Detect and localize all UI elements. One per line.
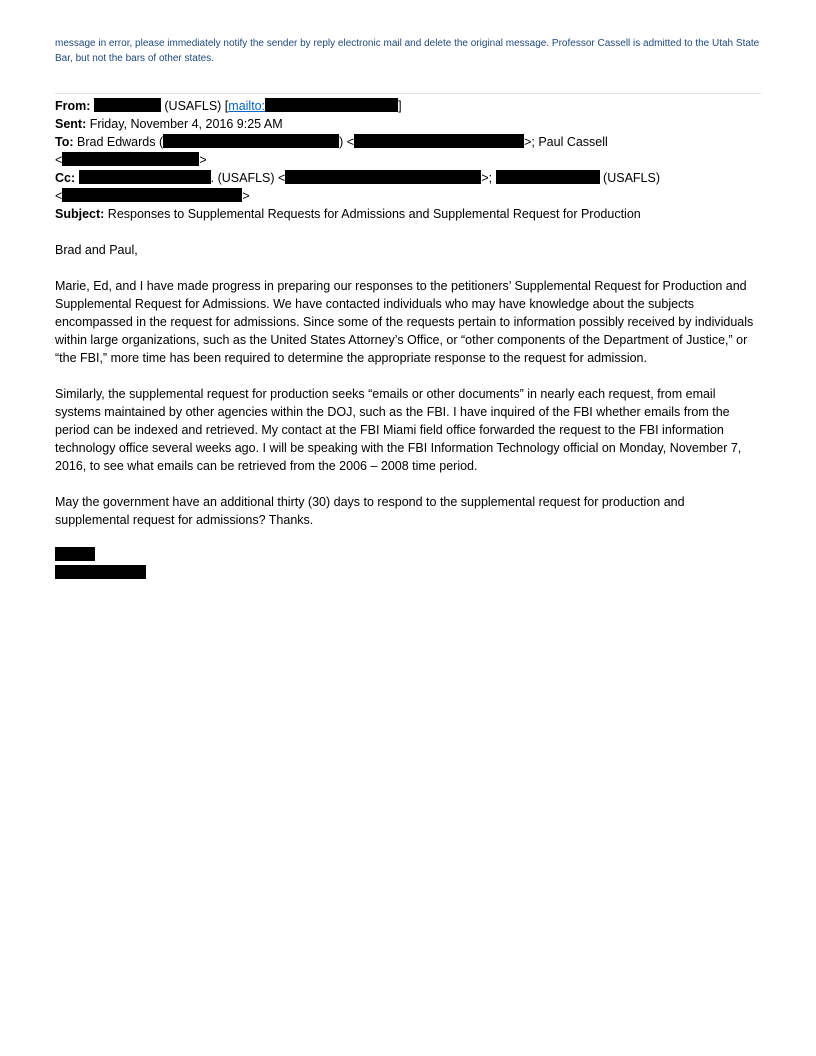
redaction-block <box>163 134 339 148</box>
email-body <box>55 241 761 529</box>
body-paragraph-2: Similarly, the supplemental request for production seeks “emails or other documents” in nearly each request, from email systems maintained by other agencies within the DOJ, such as the FBI. I have inquired of the FBI whether emails from the period can be indexed and retrieved. My contact at the FBI Miami field office forwarded the request to the FBI information technology office several weeks ago. I will be speaking with the FBI Information Technology official on Monday, November 7, 2016, to see what emails can be retrieved from the 2006 – 2008 time period. <box>55 387 742 473</box>
disclaimer-text: message in error, please immediately notify the sender by reply electronic mail and delete the original message. Professor Cassell is admitted to the Utah State Bar, but not the bars of other states. <box>55 38 760 64</box>
to-recipient-1: Brad Edwards ( <box>73 135 164 149</box>
from-close: ] <box>398 99 402 113</box>
sent-label: Sent: <box>55 117 87 131</box>
subject-row <box>55 205 761 223</box>
cc-label: Cc: <box>55 171 76 185</box>
to-label: To: <box>55 135 74 149</box>
bracket-close: > <box>242 189 250 203</box>
sent-value: Friday, November 4, 2016 9:25 AM <box>86 117 283 131</box>
redaction-block <box>62 152 199 166</box>
to-recipient-2: >; Paul Cassell <box>524 135 608 149</box>
from-label: From: <box>55 99 91 113</box>
cc-org-2: (USAFLS) <box>599 171 660 185</box>
signature <box>55 547 761 579</box>
redaction-block <box>496 170 600 184</box>
bracket-close: > <box>199 153 207 167</box>
body-paragraph-1: Marie, Ed, and I have made progress in preparing our responses to the petitioners’ Supplemental Request for Production and Supplemental Request for Admissions. We have contacted individuals who may have knowledge about the subjects encompassed in the request for admissions. Since some of the requests pertain to information possibly received by individuals within large organizations, such as the United States Attorney’s Office, or “other components of the Department of Justice,” or “the FBI,” more time has been required to determine the appropriate response to the request for admission. <box>55 279 754 365</box>
body-paragraph-3: May the government have an additional thirty (30) days to respond to the supplemental request for production and supplemental request for admissions? Thanks. <box>55 495 685 527</box>
from-org: (USAFLS) [ <box>160 99 229 113</box>
to-row-cont <box>55 151 761 169</box>
redaction-block <box>285 170 481 184</box>
redaction-block <box>265 98 398 112</box>
bracket-open: < <box>55 189 63 203</box>
email-page <box>55 36 761 583</box>
redaction-block <box>55 565 146 579</box>
redaction-block <box>62 188 242 202</box>
cc-org-1: . (USAFLS) < <box>210 171 286 185</box>
to-row <box>55 133 761 151</box>
redaction-block <box>79 170 211 184</box>
redaction-block <box>55 547 95 561</box>
bracket-open: < <box>55 153 63 167</box>
cc-row-cont <box>55 187 761 205</box>
to-separator: ) < <box>339 135 355 149</box>
subject-value: Responses to Supplemental Requests for Admissions and Supplemental Request for Production <box>104 207 641 221</box>
from-row <box>55 97 761 115</box>
divider <box>55 93 761 94</box>
cc-separator: >; <box>481 171 496 185</box>
sent-row <box>55 115 761 133</box>
redaction-block <box>354 134 524 148</box>
redaction-block <box>94 98 161 112</box>
mailto-link[interactable]: mailto: <box>228 99 266 113</box>
subject-label: Subject: <box>55 207 105 221</box>
greeting: Brad and Paul, <box>55 243 138 257</box>
cc-row <box>55 169 761 187</box>
email-header <box>55 97 761 223</box>
